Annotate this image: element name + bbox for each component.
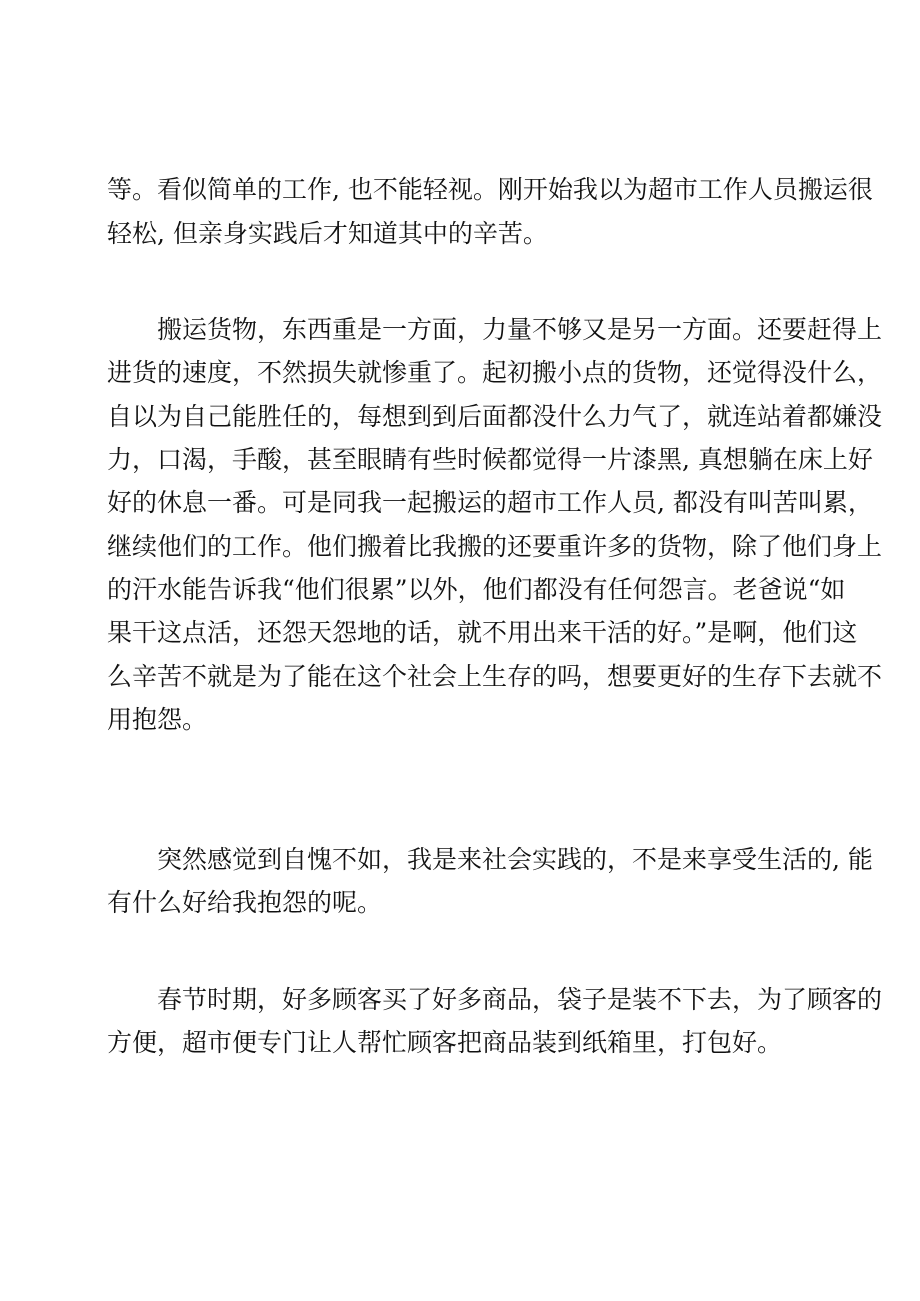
text-line: 的汗水能告诉我“他们很累”以外，他们都没有任何怨言。老爸说“如 <box>107 575 846 604</box>
text-line: 用抱怨。 <box>107 705 208 734</box>
text-line: 春节时期，好多顾客买了好多商品，袋子是装不下去，为了顾客的 <box>157 985 883 1014</box>
text-line: 好的休息一番。可是同我一起搬运的超市工作人员, 都没有叫苦叫累， <box>107 488 873 517</box>
text-line: 突然感觉到自愧不如，我是来社会实践的，不是来享受生活的, 能 <box>157 845 873 874</box>
text-line: 继续他们的工作。他们搬着比我搬的还要重许多的货物，除了他们身上 <box>107 532 883 561</box>
text-line: 力，口渴，手酸，甚至眼睛有些时候都觉得一片漆黑, 真想躺在床上好 <box>107 445 873 474</box>
text-line: 搬运货物，东西重是一方面，力量不够又是另一方面。还要赶得上 <box>157 315 883 344</box>
text-line: 方便，超市便专门让人帮忙顾客把商品装到纸箱里，打包好。 <box>107 1028 783 1057</box>
text-line: 轻松, 但亲身实践后才知道其中的辛苦。 <box>107 219 548 248</box>
text-line: 进货的速度，不然损失就惨重了。起初搬小点的货物，还觉得没什么， <box>107 358 883 387</box>
text-line: 么辛苦不就是为了能在这个社会上生存的吗，想要更好的生存下去就不 <box>107 662 883 691</box>
text-line: 等。看似简单的工作, 也不能轻视。刚开始我以为超市工作人员搬运很 <box>107 175 873 204</box>
text-line: 自以为自己能胜任的，每想到到后面都没什么力气了，就连站着都嫌没 <box>107 402 883 431</box>
text-line: 有什么好给我抱怨的呢。 <box>107 888 383 917</box>
text-line: 果干这点活，还怨天怨地的话，就不用出来干活的好。”是啊，他们这 <box>107 618 858 647</box>
